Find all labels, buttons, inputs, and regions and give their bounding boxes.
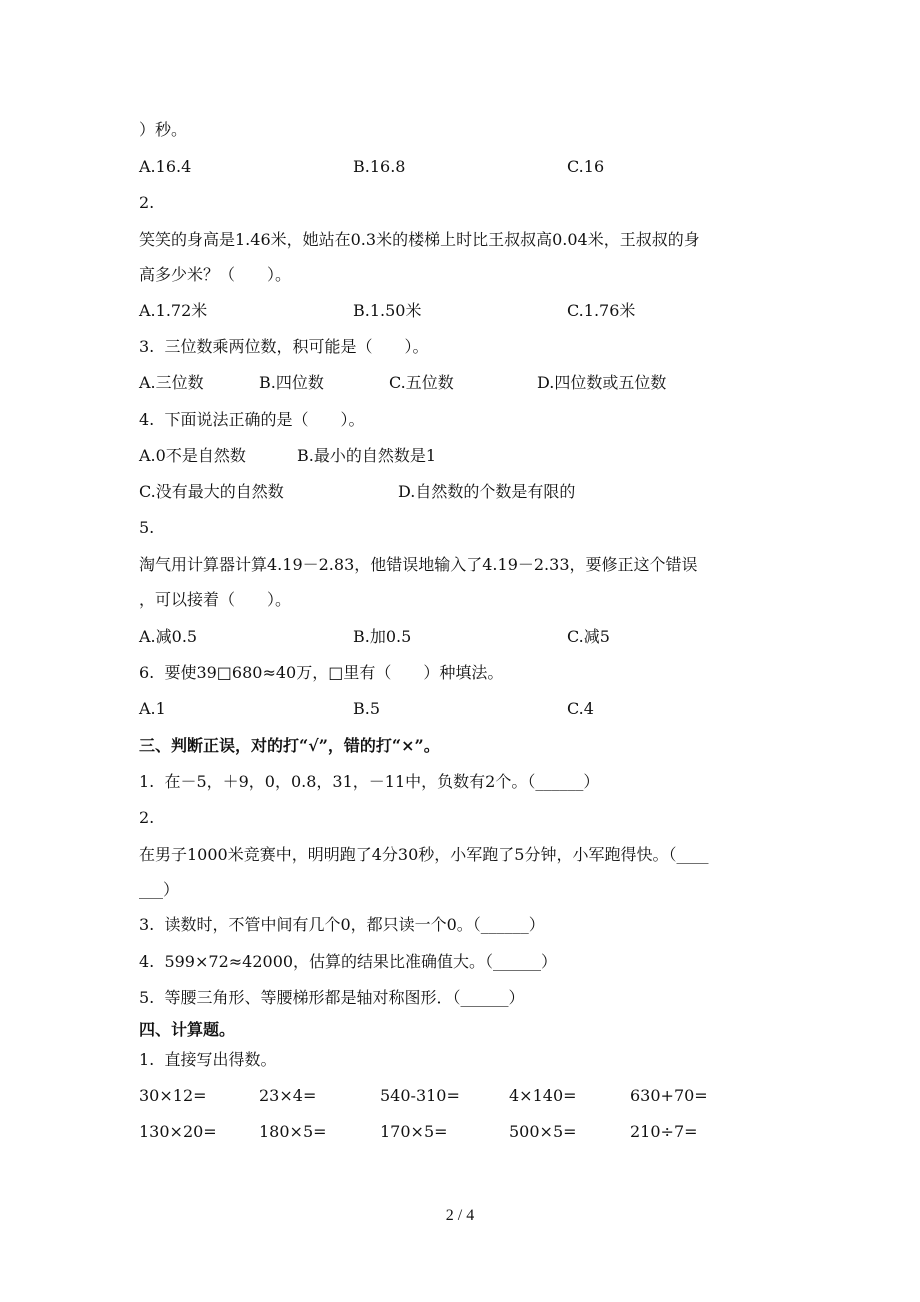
q3-text: 3. 三位数乘两位数，积可能是（ ）。	[139, 337, 429, 356]
q2-text-line2: 高多少米？（ ）。	[139, 265, 292, 284]
q3-option-d: D.四位数或五位数	[537, 373, 667, 392]
prev-question-tail: ）秒。	[139, 120, 188, 139]
q2-option-c: C.1.76米	[567, 301, 636, 320]
prev-option-a: A.16.4	[139, 157, 192, 176]
calc-r2-c2: 180×5=	[259, 1122, 327, 1141]
q6-option-c: C.4	[567, 699, 594, 718]
q4-option-a: A.0不是自然数	[139, 446, 246, 465]
q3-option-a: A.三位数	[139, 373, 204, 392]
q6-option-b: B.5	[353, 699, 381, 718]
section4-heading: 四、计算题。	[139, 1020, 236, 1039]
calc-r2-c1: 130×20=	[139, 1122, 217, 1141]
s4-subheading: 1. 直接写出得数。	[139, 1050, 277, 1069]
calc-r2-c4: 500×5=	[509, 1122, 577, 1141]
page-number: 2 / 4	[445, 1207, 475, 1224]
calc-r2-c5: 210÷7=	[630, 1122, 698, 1141]
s3-item-2-line2: ___）	[139, 880, 180, 899]
q5-option-a: A.减0.5	[139, 627, 198, 646]
calc-r1-c4: 4×140=	[509, 1086, 577, 1105]
q5-option-b: B.加0.5	[353, 627, 412, 646]
s3-item-2-line1: 在男子1000米竞赛中，明明跑了4分30秒，小军跑了5分钟，小军跑得快。（____	[139, 845, 709, 864]
q2-option-a: A.1.72米	[139, 301, 208, 320]
q4-text: 4. 下面说法正确的是（ ）。	[139, 410, 365, 429]
q4-option-c: C.没有最大的自然数	[139, 482, 284, 501]
calc-r2-c3: 170×5=	[380, 1122, 448, 1141]
calc-r1-c2: 23×4=	[259, 1086, 317, 1105]
q6-option-a: A.1	[139, 699, 166, 718]
calc-r1-c3: 540-310=	[380, 1086, 460, 1105]
q6-text: 6. 要使39□680≈40万，□里有（ ）种填法。	[139, 663, 504, 682]
q5-option-c: C.减5	[567, 627, 610, 646]
s3-item-4: 4. 599×72≈42000，估算的结果比准确值大。（______）	[139, 952, 558, 971]
section3-heading: 三、判断正误，对的打“√”，错的打“×”。	[139, 736, 440, 755]
q2-option-b: B.1.50米	[353, 301, 422, 320]
q3-option-b: B.四位数	[259, 373, 324, 392]
q2-text-line1: 笑笑的身高是1.46米，她站在0.3米的楼梯上时比王叔叔高0.04米，王叔叔的身	[139, 230, 700, 249]
q4-option-b: B.最小的自然数是1	[297, 446, 437, 465]
calc-r1-c1: 30×12=	[139, 1086, 207, 1105]
q3-option-c: C.五位数	[389, 373, 454, 392]
q5-number: 5.	[139, 518, 155, 537]
calc-r1-c5: 630+70=	[630, 1086, 708, 1105]
q2-number: 2.	[139, 193, 155, 212]
prev-option-b: B.16.8	[353, 157, 406, 176]
prev-option-c: C.16	[567, 157, 605, 176]
s3-item-5: 5. 等腰三角形、等腰梯形都是轴对称图形．（______）	[139, 988, 525, 1007]
s3-item-1: 1. 在－5，＋9，0，0.8，31，－11中，负数有2个。（______）	[139, 772, 600, 791]
s3-item-3: 3. 读数时，不管中间有几个0，都只读一个0。（______）	[139, 915, 545, 934]
q4-option-d: D.自然数的个数是有限的	[398, 482, 576, 501]
s3-item-2-number: 2.	[139, 808, 155, 827]
q5-text-line2: ，可以接着（ ）。	[139, 590, 292, 609]
q5-text-line1: 淘气用计算器计算4.19－2.83，他错误地输入了4.19－2.33，要修正这个错误	[139, 555, 698, 574]
